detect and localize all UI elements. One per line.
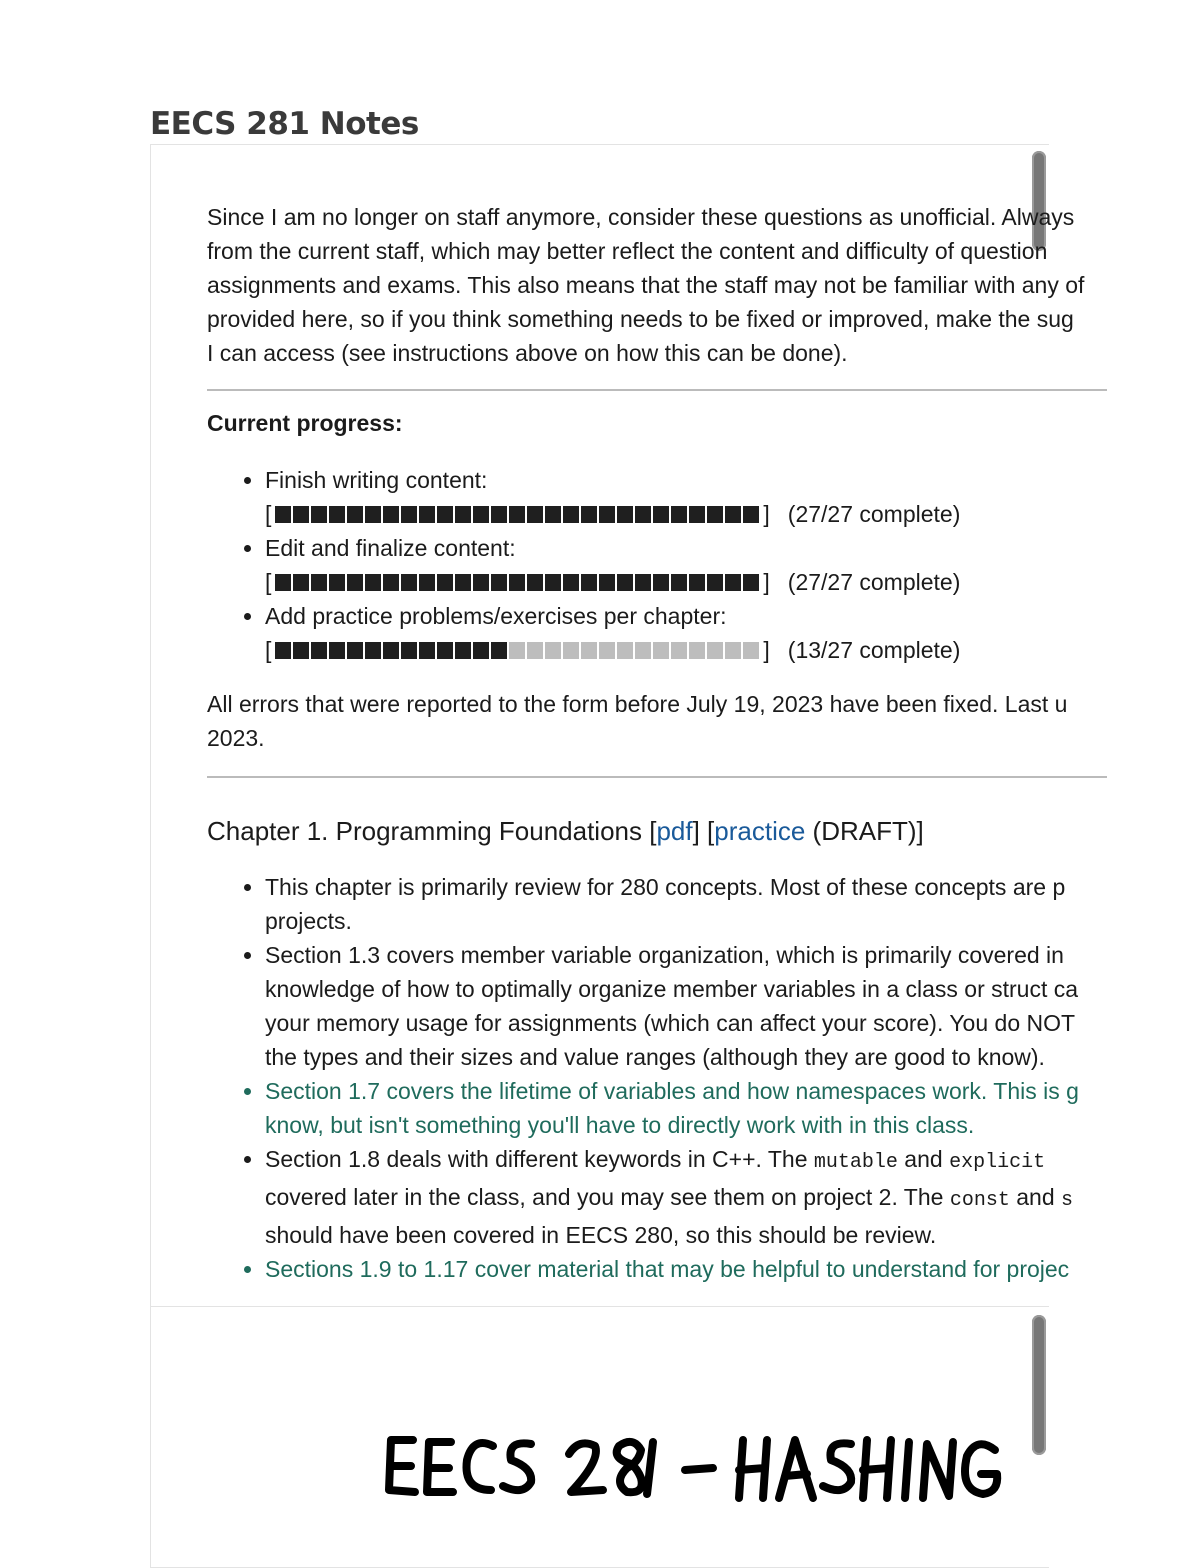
- progress-segment-filled: [401, 506, 417, 523]
- progress-segment-filled: [437, 642, 453, 659]
- progress-segment-empty: [545, 642, 561, 659]
- progress-segment-filled: [329, 642, 345, 659]
- progress-bar: [275, 506, 759, 523]
- progress-segment-filled: [527, 574, 543, 591]
- progress-segment-filled: [473, 642, 489, 659]
- progress-heading: Current progress:: [207, 410, 403, 436]
- progress-bar: [275, 642, 759, 659]
- progress-segment-filled: [455, 574, 471, 591]
- progress-segment-filled: [743, 506, 759, 523]
- progress-segment-filled: [275, 642, 291, 659]
- progress-segment-empty: [635, 642, 651, 659]
- progress-segment-filled: [707, 506, 723, 523]
- progress-segment-filled: [437, 574, 453, 591]
- progress-segment-filled: [725, 506, 741, 523]
- notes-viewer-top[interactable]: [150, 144, 1085, 1307]
- progress-segment-empty: [671, 642, 687, 659]
- page-title: EECS 281 Notes: [150, 106, 419, 142]
- list-item: • Section 1.7 covers the lifetime of variables and how namespaces work. This is g know, but isn't something you'll have to directly work with in this class.: [265, 1074, 1107, 1142]
- list-item: • Sections 1.9 to 1.17 cover material that may be helpful to understand for projec: [265, 1252, 1107, 1286]
- progress-segment-filled: [455, 642, 471, 659]
- progress-segment-filled: [293, 574, 309, 591]
- progress-segment-filled: [671, 574, 687, 591]
- progress-bar-row: [ ] (13/27 complete): [265, 633, 1107, 667]
- progress-segment-filled: [563, 574, 579, 591]
- progress-segment-filled: [347, 642, 363, 659]
- progress-segment-filled: [347, 506, 363, 523]
- progress-segment-filled: [581, 506, 597, 523]
- progress-segment-empty: [743, 642, 759, 659]
- progress-segment-filled: [329, 574, 345, 591]
- intro-paragraph: Since I am no longer on staff anymore, consider these questions as unofficial. Always from the current staff, which may better reflect the content and difficulty of question assignments and exams. This also means that the staff may not be familiar with any of provided here, so if you think something needs to be fixed or improved, make the sug I can access (see instructions above on how this can be done).: [207, 204, 1085, 366]
- progress-segment-filled: [365, 506, 381, 523]
- practice-link[interactable]: practice: [714, 816, 806, 846]
- progress-bar-row: [ ] (27/27 complete): [265, 565, 1107, 599]
- progress-segment-filled: [473, 574, 489, 591]
- progress-segment-filled: [401, 642, 417, 659]
- progress-segment-empty: [563, 642, 579, 659]
- progress-segment-filled: [671, 506, 687, 523]
- progress-segment-filled: [311, 574, 327, 591]
- progress-segment-filled: [653, 506, 669, 523]
- progress-segment-filled: [473, 506, 489, 523]
- handwritten-title: [383, 1430, 1003, 1510]
- progress-segment-filled: [275, 574, 291, 591]
- progress-segment-filled: [509, 506, 525, 523]
- progress-segment-filled: [311, 506, 327, 523]
- progress-segment-filled: [599, 506, 615, 523]
- progress-segment-filled: [635, 574, 651, 591]
- progress-segment-filled: [491, 506, 507, 523]
- progress-segment-empty: [689, 642, 705, 659]
- errors-note: All errors that were reported to the form before July 19, 2023 have been fixed. Last u 2023.: [207, 691, 1068, 751]
- progress-item: • Edit and finalize content: [ ] (27/27 complete): [265, 531, 1107, 599]
- progress-segment-filled: [383, 506, 399, 523]
- progress-segment-filled: [365, 574, 381, 591]
- progress-segment-filled: [617, 506, 633, 523]
- progress-segment-filled: [455, 506, 471, 523]
- chapter-bullets: [207, 870, 1107, 1286]
- progress-segment-filled: [329, 506, 345, 523]
- progress-item: • Finish writing content: [ ] (27/27 complete): [265, 463, 1107, 531]
- progress-segment-filled: [617, 574, 633, 591]
- notes-content: [207, 200, 1107, 1286]
- progress-segment-filled: [419, 506, 435, 523]
- progress-segment-filled: [635, 506, 651, 523]
- progress-segment-filled: [491, 574, 507, 591]
- progress-segment-filled: [419, 642, 435, 659]
- progress-segment-empty: [599, 642, 615, 659]
- progress-segment-filled: [653, 574, 669, 591]
- progress-segment-filled: [383, 574, 399, 591]
- pdf-link[interactable]: pdf: [656, 816, 693, 846]
- progress-segment-empty: [707, 642, 723, 659]
- list-item: • This chapter is primarily review for 280 concepts. Most of these concepts are p projects.: [265, 870, 1107, 938]
- progress-segment-empty: [653, 642, 669, 659]
- progress-segment-filled: [275, 506, 291, 523]
- progress-segment-filled: [437, 506, 453, 523]
- list-item: • Section 1.3 covers member variable organization, which is primarily covered in knowledge of how to optimally organize member variables in a class or struct ca your memory usage for assignments (which can affect your score). You do NOT the types and their sizes and value ranges (although they are good to know).: [265, 938, 1107, 1074]
- progress-segment-filled: [311, 642, 327, 659]
- progress-segment-filled: [689, 574, 705, 591]
- progress-status: (13/27 complete): [787, 637, 961, 663]
- progress-segment-filled: [545, 506, 561, 523]
- progress-segment-empty: [725, 642, 741, 659]
- chapter-heading: Chapter 1. Programming Foundations [pdf] [practice (DRAFT)]: [207, 816, 924, 846]
- scrollbar-thumb[interactable]: [1032, 1315, 1046, 1455]
- divider: [207, 389, 1107, 391]
- progress-segment-filled: [347, 574, 363, 591]
- progress-segment-filled: [419, 574, 435, 591]
- progress-bar: [275, 574, 759, 591]
- progress-segment-filled: [707, 574, 723, 591]
- divider: [207, 776, 1107, 778]
- progress-segment-filled: [293, 506, 309, 523]
- progress-segment-filled: [563, 506, 579, 523]
- progress-segment-filled: [509, 574, 525, 591]
- progress-segment-filled: [545, 574, 561, 591]
- progress-segment-filled: [365, 642, 381, 659]
- progress-segment-filled: [401, 574, 417, 591]
- progress-segment-filled: [599, 574, 615, 591]
- progress-segment-filled: [293, 642, 309, 659]
- progress-segment-filled: [491, 642, 507, 659]
- progress-segment-filled: [383, 642, 399, 659]
- progress-list: [207, 463, 1107, 667]
- progress-segment-filled: [689, 506, 705, 523]
- progress-segment-empty: [581, 642, 597, 659]
- progress-status: (27/27 complete): [787, 501, 961, 527]
- progress-item: • Add practice problems/exercises per chapter: [ ] (13/27 complete): [265, 599, 1107, 667]
- progress-segment-filled: [725, 574, 741, 591]
- progress-segment-empty: [509, 642, 525, 659]
- progress-segment-filled: [743, 574, 759, 591]
- progress-status: (27/27 complete): [787, 569, 961, 595]
- progress-segment-filled: [581, 574, 597, 591]
- progress-bar-row: [ ] (27/27 complete): [265, 497, 1107, 531]
- progress-segment-empty: [527, 642, 543, 659]
- progress-segment-filled: [527, 506, 543, 523]
- list-item: • Section 1.8 deals with different keywords in C++. The mutable and explicit covered later in the class, and you may see them on project 2. The const and s should have been covered in EECS 280, so this should be review.: [265, 1142, 1107, 1252]
- progress-segment-empty: [617, 642, 633, 659]
